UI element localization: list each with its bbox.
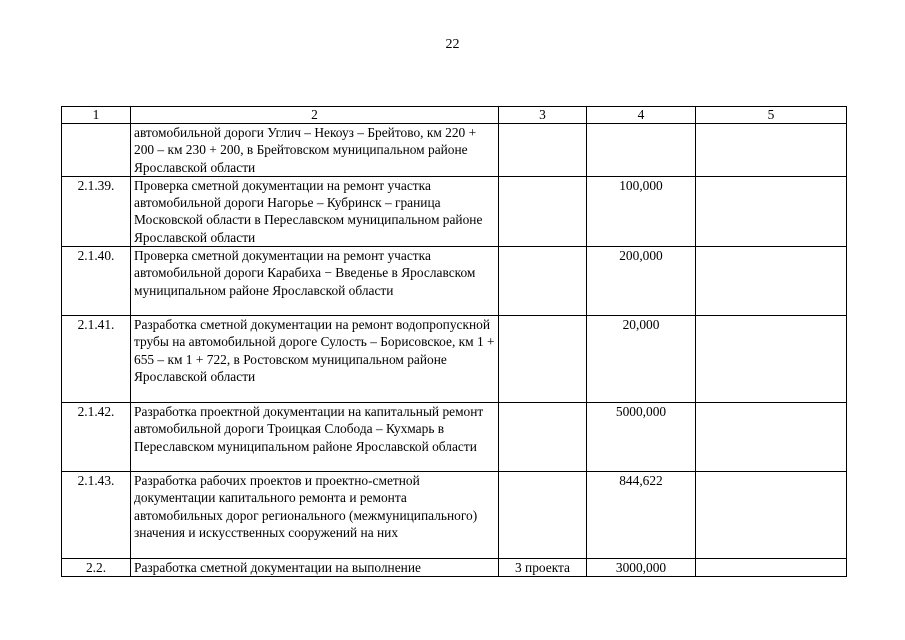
column-header: 1 (62, 107, 131, 124)
row-note (696, 559, 847, 577)
row-amount: 844,622 (587, 472, 696, 559)
row-note (696, 247, 847, 316)
column-header: 3 (499, 107, 587, 124)
table-row (62, 403, 847, 472)
row-quantity (499, 247, 587, 316)
row-number: 2.1.42. (62, 403, 131, 472)
row-description: Разработка рабочих проектов и проектно-сметной документации капитального ремонта и ремонта автомобильных дорог регионального (межмуниципального) значения и искусственных сооружений на них (131, 472, 499, 559)
row-description: Разработка сметной документации на ремонт водопропускной трубы на автомобильной дороге Сулость – Борисовское, км 1 + 655 – км 1 + 722, в Ростовском муниципальном районе Ярославской области (131, 316, 499, 403)
row-description: Разработка проектной документации на капитальный ремонт автомобильной дороги Троицкая Слобода – Кухмарь в Переславском муниципальном районе Ярославской области (131, 403, 499, 472)
row-number: 2.2. (62, 559, 131, 577)
row-quantity (499, 124, 587, 177)
table-row (62, 559, 847, 577)
row-note (696, 176, 847, 246)
row-number: 2.1.41. (62, 316, 131, 403)
row-quantity (499, 472, 587, 559)
table-header-row (62, 107, 847, 124)
table-row (62, 316, 847, 403)
column-header: 5 (696, 107, 847, 124)
row-amount: 20,000 (587, 316, 696, 403)
page-number: 22 (445, 37, 460, 52)
row-amount: 5000,000 (587, 403, 696, 472)
row-note (696, 316, 847, 403)
row-note (696, 124, 847, 177)
row-number: 2.1.40. (62, 247, 131, 316)
table-row (62, 247, 847, 316)
row-quantity (499, 403, 587, 472)
table-row (62, 176, 847, 246)
row-number: 2.1.39. (62, 176, 131, 246)
budget-table (61, 106, 847, 577)
row-description: автомобильной дороги Углич – Некоуз – Брейтово, км 220 + 200 – км 230 + 200, в Брейтовском муниципальном районе Ярославской области (131, 124, 499, 177)
row-amount (587, 124, 696, 177)
row-amount: 200,000 (587, 247, 696, 316)
table-row (62, 124, 847, 177)
row-number: 2.1.43. (62, 472, 131, 559)
row-note (696, 472, 847, 559)
row-amount: 100,000 (587, 176, 696, 246)
row-description: Проверка сметной документации на ремонт участка автомобильной дороги Нагорье – Кубринск – граница Московской области в Переславском муниципальном районе Ярославской области (131, 176, 499, 246)
row-quantity: 3 проекта (499, 559, 587, 577)
row-description: Разработка сметной документации на выполнение (131, 559, 499, 577)
row-quantity (499, 176, 587, 246)
row-number (62, 124, 131, 177)
table-row (62, 472, 847, 559)
row-description: Проверка сметной документации на ремонт участка автомобильной дороги Карабиха − Введенье в Ярославском муниципальном районе Ярославской области (131, 247, 499, 316)
row-amount: 3000,000 (587, 559, 696, 577)
row-note (696, 403, 847, 472)
row-quantity (499, 316, 587, 403)
column-header: 2 (131, 107, 499, 124)
column-header: 4 (587, 107, 696, 124)
